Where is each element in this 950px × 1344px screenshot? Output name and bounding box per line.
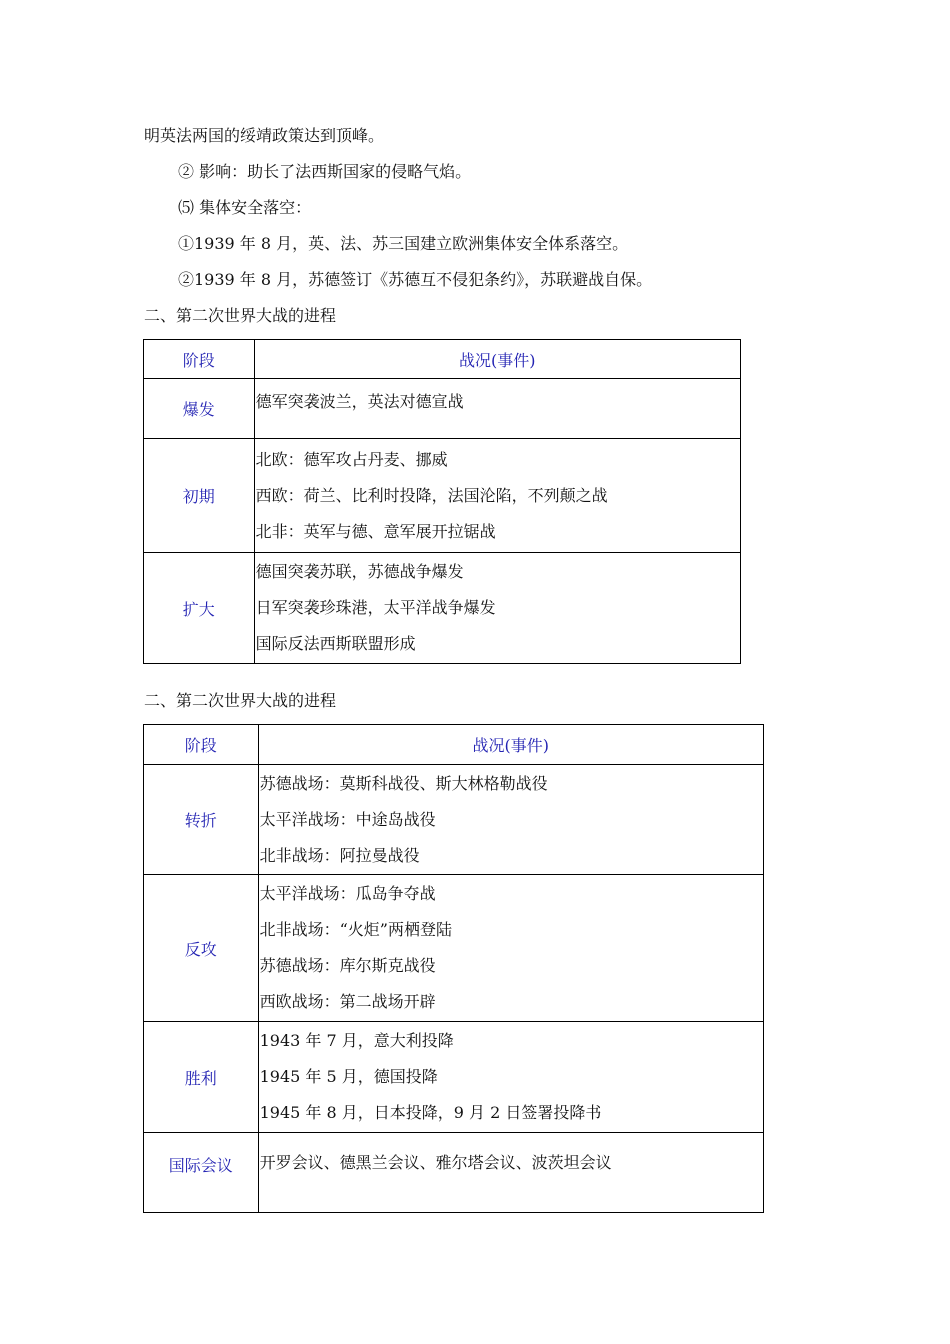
event-line: 太平洋战场：瓜岛争夺战	[259, 884, 436, 903]
table-row	[144, 553, 741, 664]
event-line: 苏德战场：库尔斯克战役	[259, 956, 436, 975]
stage-cell: 反攻	[144, 875, 259, 1022]
events-cell	[258, 1022, 763, 1133]
table2-header-events: 战况(事件)	[258, 725, 763, 765]
progress-table-1	[143, 339, 741, 664]
intro-line-2: ② 影响：助长了法西斯国家的侵略气焰。	[178, 162, 472, 181]
event-line: 苏德战场：莫斯科战役、斯大林格勒战役	[259, 773, 548, 793]
intro-line-4: ①1939 年 8 月，英、法、苏三国建立欧洲集体安全体系落空。	[178, 234, 629, 253]
event-line: 北非：英军与德、意军展开拉锯战	[255, 521, 496, 541]
table-row	[144, 765, 764, 875]
intro-line-1: 明英法两国的绥靖政策达到顶峰。	[144, 126, 385, 145]
events-cell	[258, 875, 763, 1022]
event-line: 北非战场：阿拉曼战役	[259, 845, 420, 865]
stage-cell: 扩大	[144, 553, 255, 664]
events-cell	[258, 1133, 763, 1213]
intro-line-5: ②1939 年 8 月，苏德签订《苏德互不侵犯条约》，苏联避战自保。	[178, 270, 653, 289]
progress-table-2	[143, 724, 764, 1213]
table-row	[144, 1133, 764, 1213]
stage-cell: 转折	[144, 765, 259, 875]
event-line: 北欧：德军攻占丹麦、挪威	[255, 449, 448, 469]
stage-cell: 初期	[144, 439, 255, 553]
event-line: 1945 年 5 月，德国投降	[259, 1067, 438, 1086]
event-line: 德国突袭苏联，苏德战争爆发	[255, 562, 464, 581]
stage-cell: 胜利	[144, 1022, 259, 1133]
table2-header-row	[144, 725, 764, 765]
table-row	[144, 379, 741, 439]
event-line: 1945 年 8 月，日本投降，9 月 2 日签署投降书	[259, 1103, 602, 1122]
table1-header-events: 战况(事件)	[254, 340, 740, 379]
event-line: 开罗会议、德黑兰会议、雅尔塔会议、波茨坦会议	[259, 1153, 612, 1172]
event-line: 日军突袭珍珠港，太平洋战争爆发	[255, 598, 496, 617]
intro-line-3: ⑸ 集体安全落空：	[178, 198, 312, 217]
events-cell	[254, 439, 740, 553]
event-line: 太平洋战场：中途岛战役	[259, 809, 436, 829]
events-cell	[254, 553, 740, 664]
section-title-2: 二、第二次世界大战的进程	[144, 691, 337, 710]
table-row	[144, 875, 764, 1022]
event-line: 西欧：荷兰、比利时投降，法国沦陷，不列颠之战	[255, 485, 608, 505]
events-cell	[254, 379, 740, 439]
table1-header-row	[144, 340, 741, 379]
table2-header-stage: 阶段	[144, 725, 259, 765]
event-line: 北非战场：“火炬”两栖登陆	[259, 920, 452, 939]
stage-cell: 爆发	[144, 379, 255, 439]
table1-header-stage: 阶段	[144, 340, 255, 379]
table-row	[144, 1022, 764, 1133]
event-line: 国际反法西斯联盟形成	[255, 634, 416, 653]
event-line: 西欧战场：第二战场开辟	[259, 992, 436, 1011]
event-line: 德军突袭波兰，英法对德宣战	[255, 392, 464, 411]
events-cell	[258, 765, 763, 875]
event-line: 1943 年 7 月，意大利投降	[259, 1031, 454, 1050]
table-row	[144, 439, 741, 553]
stage-cell: 国际会议	[144, 1133, 259, 1213]
section-title-1: 二、第二次世界大战的进程	[144, 306, 337, 325]
